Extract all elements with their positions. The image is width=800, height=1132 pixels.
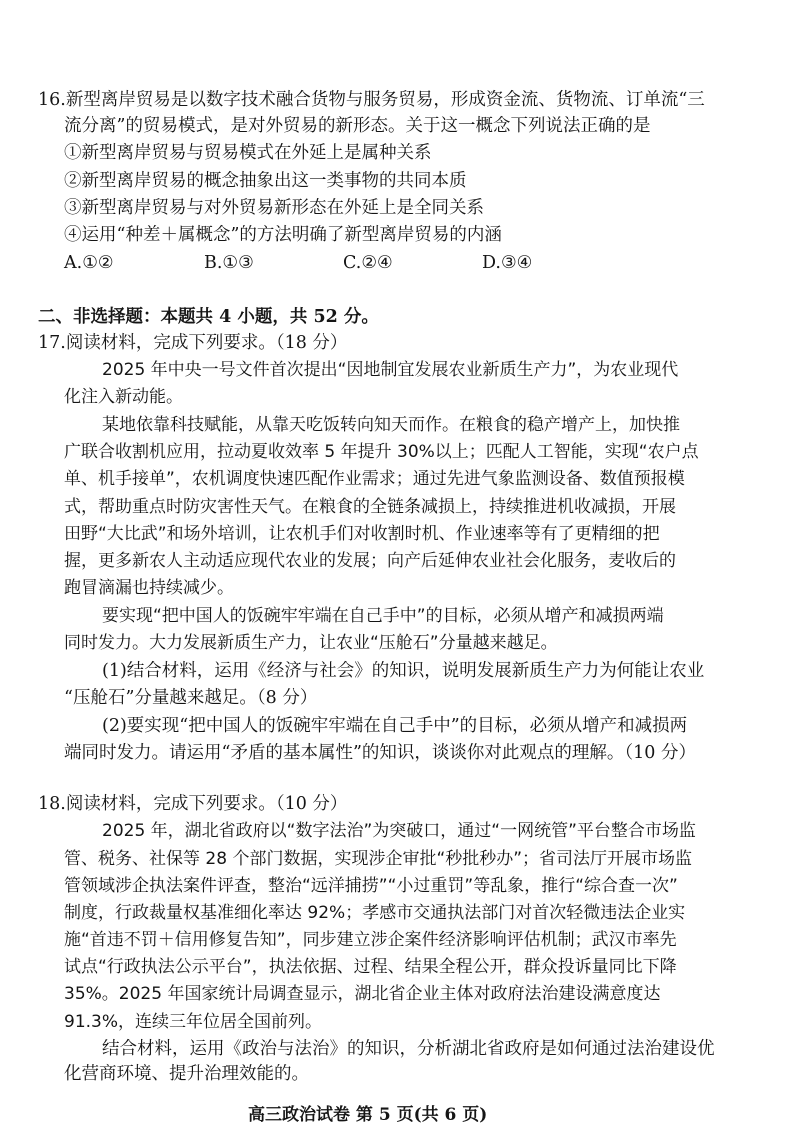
q16-choice-b: B.①③ — [204, 253, 254, 273]
q16-statement-1: ①新型离岸贸易与贸易模式在外延上是属种关系 — [64, 143, 432, 164]
q18-material-line-2: 管、税务、社保等 28 个部门数据，实现涉企审批“秒批秒办”；省司法厅开展市场监 — [64, 848, 693, 869]
q18-material-line-6: 试点“行政执法公示平台”，执法依据、过程、结果全程公开，群众投诉量同比下降 — [64, 957, 677, 978]
q16-choice-a: A.①② — [64, 253, 114, 273]
q17-material-line-6: 式，帮助重点时防灾害性天气。在粮食的全链条减损上，持续推进机收减损，开展 — [64, 496, 676, 517]
q18-title: 18.阅读材料，完成下列要求。（10 分） — [38, 794, 348, 815]
q16-statement-4: ④运用“种差＋属概念”的方法明确了新型离岸贸易的内涵 — [64, 224, 502, 245]
q17-material-line-11: 同时发力。大力发展新质生产力，让农业“压舱石”分量越来越足。 — [64, 633, 558, 654]
q17-subquestion-2-line-1: (2)要实现“把中国人的饭碗牢牢端在自己手中”的目标，必须从增产和减损两 — [102, 715, 688, 736]
q17-subquestion-1-line-2: “压舱石”分量越来越足。（8 分） — [64, 688, 318, 709]
q17-material-line-1: 2025 年中央一号文件首次提出“因地制宜发展农业新质生产力”，为农业现代 — [102, 359, 679, 380]
section-2-heading: 二、非选择题：本题共 4 小题，共 52 分。 — [38, 307, 379, 328]
q16-statement-2: ②新型离岸贸易的概念抽象出这一类事物的共同本质 — [64, 170, 467, 191]
q16-statement-3: ③新型离岸贸易与对外贸易新形态在外延上是全同关系 — [64, 197, 484, 218]
q16-stem-line-1: 16.新型离岸贸易是以数字技术融合货物与服务贸易，形成资金流、货物流、订单流“三 — [38, 90, 705, 110]
q18-material-line-7: 35%。2025 年国家统计局调查显示，湖北省企业主体对政府法治建设满意度达 — [64, 984, 661, 1005]
q17-subquestion-1-line-1: (1)结合材料，运用《经济与社会》的知识，说明发展新质生产力为何能让农业 — [102, 661, 705, 682]
q17-material-line-2: 化注入新动能。 — [64, 386, 183, 407]
q18-material-line-5: 施“首违不罚＋信用修复告知”，同步建立涉企案件经济影响评估机制；武汉市率先 — [64, 930, 677, 951]
q17-material-line-10: 要实现“把中国人的饭碗牢牢端在自己手中”的目标，必须从增产和减损两端 — [102, 606, 664, 626]
q18-material-line-4: 制度，行政裁量权基准细化率达 92%；孝感市交通执法部门对首次轻微违法企业实 — [64, 902, 686, 923]
q17-material-line-8: 握，更多新农人主动适应现代农业的发展；向产后延伸农业社会化服务，麦收后的 — [64, 550, 676, 571]
q18-material-line-1: 2025 年，湖北省政府以“数字法治”为突破口，通过“一网统管”平台整合市场监 — [102, 821, 696, 842]
q18-question-line-2: 化营商环境、提升治理效能的。 — [64, 1064, 309, 1084]
q17-material-line-4: 广联合收割机应用，拉动夏收效率 5 年提升 30%以上；匹配人工智能，实现“农户点 — [64, 442, 699, 463]
q17-material-line-5: 单、机手接单”，农机调度快速匹配作业需求；通过先进气象监测设备、数值预报模 — [64, 469, 685, 490]
q18-material-line-8: 91.3%，连续三年位居全国前列。 — [64, 1011, 323, 1032]
q18-question-line-1: 结合材料，运用《政治与法治》的知识，分析湖北省政府是如何通过法治建设优 — [102, 1038, 715, 1059]
q18-material-line-3: 管领域涉企执法案件评查，整治“远洋捕捞”“小过重罚”等乱象，推行“综合查一次” — [64, 875, 678, 896]
q17-title: 17.阅读材料，完成下列要求。（18 分） — [38, 332, 348, 353]
page-footer: 高三政治试卷 第 5 页(共 6 页) — [248, 1105, 488, 1125]
q17-material-line-7: 田野“大比武”和场外培训，让农机手们对收割时机、作业速率等有了更精细的把 — [64, 523, 660, 544]
q17-material-line-9: 跑冒滴漏也持续减少。 — [64, 577, 234, 598]
q16-choice-c: C.②④ — [343, 253, 393, 273]
q16-stem-line-2: 流分离”的贸易模式，是对外贸易的新形态。关于这一概念下列说法正确的是 — [64, 116, 651, 137]
q17-subquestion-2-line-2: 端同时发力。请运用“矛盾的基本属性”的知识，谈谈你对此观点的理解。（10 分） — [64, 742, 696, 763]
q16-choice-d: D.③④ — [482, 253, 533, 273]
q17-material-line-3: 某地依靠科技赋能，从靠天吃饭转向知天而作。在粮食的稳产增产上，加快推 — [102, 415, 680, 435]
